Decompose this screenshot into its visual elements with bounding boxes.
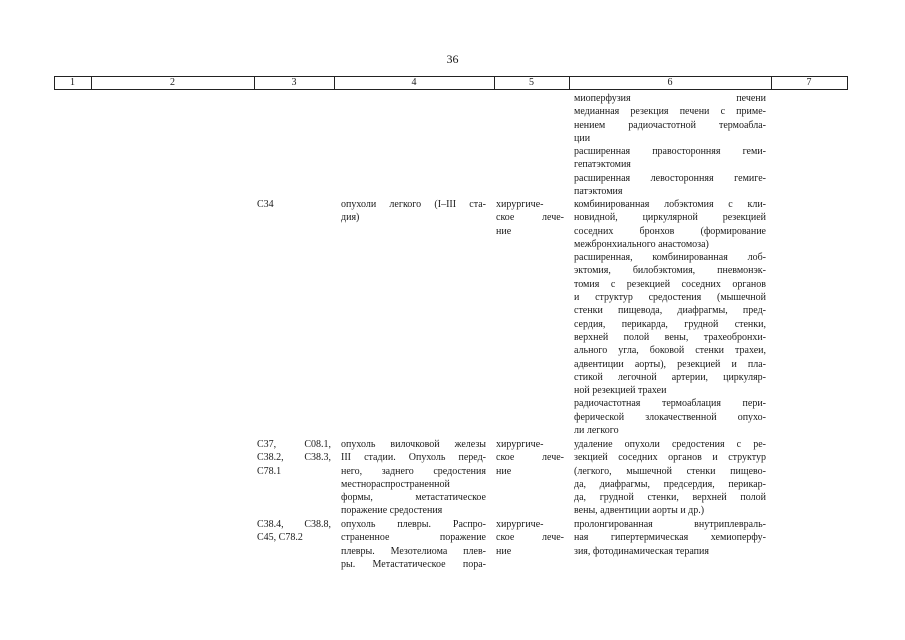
text-line: соседних бронхов (формирование bbox=[574, 225, 766, 237]
icd-code-cell bbox=[257, 198, 331, 211]
text-line: удаление опухоли средостения с ре- bbox=[574, 439, 766, 450]
text-line: сердия, перикарда, грудной стенки, bbox=[574, 318, 766, 330]
page-number: 36 bbox=[446, 52, 459, 66]
text-line: опухоли легкого (I–III ста- bbox=[341, 199, 486, 210]
text-line: ское лече- bbox=[496, 532, 564, 544]
text-line: плевры. Мезотелиома плев- bbox=[341, 545, 486, 557]
text-line: С78.1 bbox=[257, 465, 282, 477]
text-line: III стадии. Опухоль перед- bbox=[341, 452, 486, 464]
text-line: пролонгированная внутриплевраль- bbox=[574, 519, 766, 530]
treatment-method-cell bbox=[574, 518, 766, 558]
diagnosis-cell bbox=[341, 198, 486, 225]
text-line: расширенная правосторонняя геми- bbox=[574, 146, 766, 158]
text-line: миоперфузия печени bbox=[574, 93, 766, 104]
icd-code-cell bbox=[257, 518, 331, 545]
text-line: расширенная левосторонняя гемиге- bbox=[574, 172, 766, 184]
text-line: формы, метастатическое bbox=[341, 492, 486, 504]
text-line: межбронхиального анастомоза) bbox=[574, 238, 709, 250]
text-line: медианная резекция печени с приме- bbox=[574, 106, 766, 118]
treatment-type-cell bbox=[496, 518, 564, 558]
text-line: стенки пищевода, диафрагмы, пред- bbox=[574, 305, 766, 317]
text-line: томия с резекцией соседних органов bbox=[574, 278, 766, 290]
column-header-7: 7 bbox=[806, 77, 812, 88]
text-line: хирургиче- bbox=[496, 199, 544, 210]
text-line: опухоль вилочковой железы bbox=[341, 439, 486, 450]
text-line: поражение средостения bbox=[341, 505, 443, 517]
icd-code-cell bbox=[257, 438, 331, 478]
text-line: ское лече- bbox=[496, 452, 564, 464]
treatment-method-cell bbox=[574, 92, 766, 198]
text-line: новидной, циркулярной резекцией bbox=[574, 212, 766, 224]
text-line: ная гипертермическая хемиоперфу- bbox=[574, 532, 766, 544]
text-line: С38.4, С38.8, bbox=[257, 519, 331, 530]
text-line: да, диафрагмы, предсердия, перикар- bbox=[574, 478, 766, 490]
text-line: местнораспространенной bbox=[341, 478, 450, 490]
diagnosis-cell bbox=[341, 438, 486, 518]
text-line: (легкого, мышечной стенки пищево- bbox=[574, 465, 766, 477]
text-line: хирургиче- bbox=[496, 439, 544, 450]
text-line: зия, фотодинамическая терапия bbox=[574, 545, 709, 557]
column-header-1: 1 bbox=[70, 77, 75, 88]
column-header-6: 6 bbox=[667, 77, 673, 88]
text-line: С34 bbox=[257, 199, 274, 210]
column-header-3: 3 bbox=[291, 77, 297, 88]
text-line: дия) bbox=[341, 212, 360, 224]
treatment-method-cell bbox=[574, 198, 766, 437]
column-header-2: 2 bbox=[170, 77, 175, 88]
text-line: стикой легочной артерии, циркуляр- bbox=[574, 371, 766, 383]
text-line: ние bbox=[496, 545, 512, 557]
column-header-5: 5 bbox=[529, 77, 534, 88]
text-line: и структур средостения (мышечной bbox=[574, 292, 766, 304]
text-line: ры. Метастатическое пора- bbox=[341, 558, 486, 570]
text-line: ли легкого bbox=[574, 425, 619, 437]
text-line: комбинированная лобэктомия с кли- bbox=[574, 199, 766, 210]
text-line: ции bbox=[574, 132, 591, 144]
text-line: ние bbox=[496, 465, 512, 477]
text-line: эктомия, билобэктомия, пневмонэк- bbox=[574, 265, 766, 277]
column-header-4: 4 bbox=[411, 77, 417, 88]
table-header bbox=[54, 76, 848, 90]
text-line: ние bbox=[496, 225, 512, 237]
text-line: С45, С78.2 bbox=[257, 532, 303, 544]
text-line: расширенная, комбинированная лоб- bbox=[574, 252, 766, 264]
text-line: опухоль плевры. Распро- bbox=[341, 519, 486, 530]
treatment-type-cell bbox=[496, 198, 564, 238]
text-line: ское лече- bbox=[496, 212, 564, 224]
treatment-type-cell bbox=[496, 438, 564, 478]
text-line: патэктомия bbox=[574, 186, 623, 198]
text-line: С38.2, С38.3, bbox=[257, 452, 331, 464]
text-line: гепатэктомия bbox=[574, 159, 631, 171]
text-line: радиочастотная термоаблация пери- bbox=[574, 398, 766, 410]
text-line: С37, С08.1, bbox=[257, 439, 331, 450]
text-line: ального угла, боковой стенки трахеи, bbox=[574, 345, 766, 357]
text-line: нением радиочастотной термоабла- bbox=[574, 119, 766, 131]
text-line: ферической злокачественной опухо- bbox=[574, 411, 766, 423]
text-line: ной резекцией трахеи bbox=[574, 385, 667, 397]
diagnosis-cell bbox=[341, 518, 486, 571]
text-line: адвентиции аорты), резекцией и пла- bbox=[574, 358, 766, 370]
text-line: хирургиче- bbox=[496, 519, 544, 530]
text-line: да, грудной стенки, верхней полой bbox=[574, 492, 766, 504]
text-line: верхней полой вены, трахеобронхи- bbox=[574, 331, 766, 343]
text-line: страненное поражение bbox=[341, 532, 486, 544]
text-line: него, заднего средостения bbox=[341, 465, 486, 477]
text-line: вены, адвентиции аорты и др.) bbox=[574, 505, 705, 517]
text-line: зекцией соседних органов и структур bbox=[574, 452, 766, 464]
treatment-method-cell bbox=[574, 438, 766, 518]
